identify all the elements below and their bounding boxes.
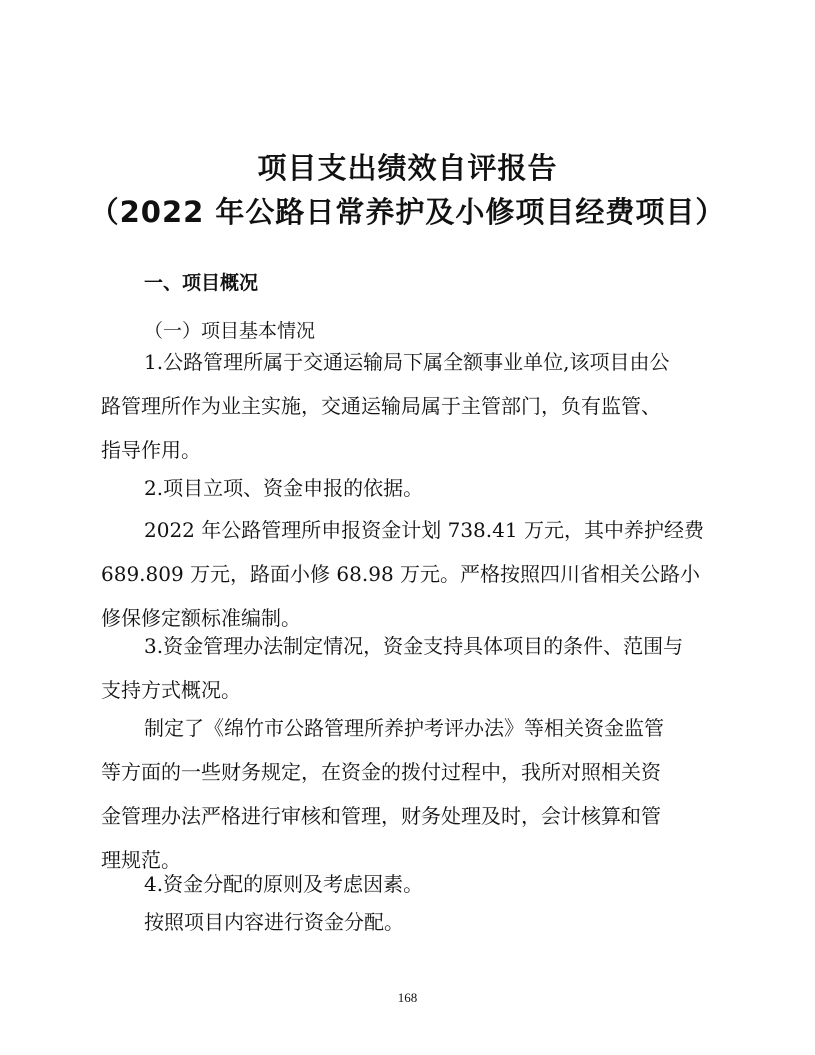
paragraph-line: 制定了《绵竹市公路管理所养护考评办法》等相关资金监管 — [144, 716, 664, 740]
paragraph-line: 1.公路管理所属于交通运输局下属全额事业单位,该项目由公 — [144, 350, 670, 374]
report-title: 项目支出绩效自评报告 — [257, 151, 558, 185]
report-subtitle: （2022 年公路日常养护及小修项目经费项目） — [89, 195, 726, 229]
paragraph-5 — [101, 706, 713, 882]
paragraph-line: 等方面的一些财务规定，在资金的拨付过程中，我所对照相关资 — [101, 760, 661, 784]
paragraph-line: 2.项目立项、资金申报的依据。 — [144, 476, 424, 500]
paragraph-line: 路管理所作为业主实施，交通运输局属于主管部门，负有监管、 — [101, 394, 661, 418]
paragraph-4 — [101, 624, 713, 712]
subsection-heading: （一）项目基本情况 — [144, 320, 316, 342]
paragraph-3 — [101, 508, 713, 640]
section-heading: 一、项目概况 — [144, 272, 259, 294]
paragraph-line: 689.809 万元，路面小修 68.98 万元。严格按照四川省相关公路小 — [101, 562, 701, 586]
paragraph-line: 4.资金分配的原则及考虑因素。 — [144, 872, 424, 896]
paragraph-line: 指导作用。 — [101, 438, 201, 462]
paragraph-line: 金管理办法严格进行审核和管理，财务处理及时，会计核算和管 — [101, 804, 661, 828]
paragraph-line: 按照项目内容进行资金分配。 — [144, 910, 404, 934]
paragraph-line: 修保修定额标准编制。 — [101, 606, 301, 630]
paragraph-2 — [101, 466, 713, 510]
paragraph-line: 支持方式概况。 — [101, 678, 241, 702]
paragraph-7 — [101, 900, 713, 944]
page-number: 168 — [397, 990, 418, 1005]
paragraph-line: 2022 年公路管理所申报资金计划 738.41 万元，其中养护经费 — [144, 518, 704, 542]
paragraph-line: 3.资金管理办法制定情况，资金支持具体项目的条件、范围与 — [144, 634, 684, 658]
paragraph-line: 理规范。 — [101, 848, 181, 872]
paragraph-1 — [101, 340, 713, 472]
